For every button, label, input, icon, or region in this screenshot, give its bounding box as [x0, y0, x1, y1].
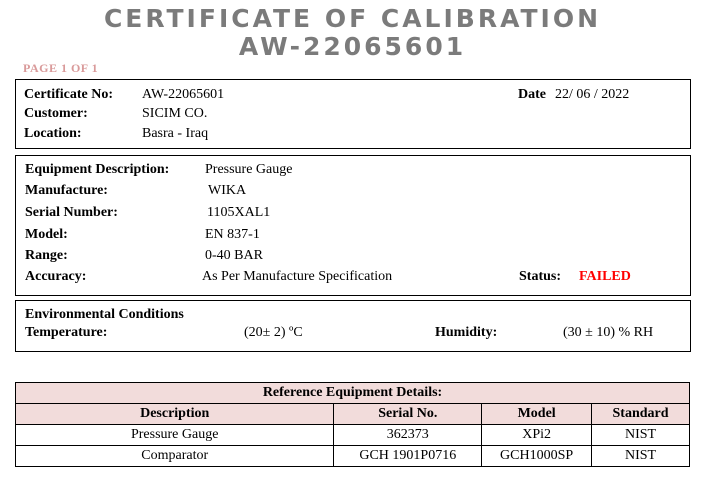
table-cell: NIST: [592, 446, 690, 467]
range-label: Range:: [25, 248, 68, 263]
cert-no-value: AW-22065601: [142, 87, 225, 102]
table-cell: Comparator: [16, 446, 334, 467]
certificate-title: CERTIFICATE OF CALIBRATION: [103, 4, 602, 33]
page-indicator: PAGE 1 OF 1: [23, 61, 99, 75]
manufacture-label: Manufacture:: [25, 183, 108, 198]
certificate-number-title: AW-22065601: [238, 32, 467, 61]
status-badge: FAILED: [579, 269, 631, 284]
equipment-description-label: Equipment Description:: [25, 162, 170, 177]
status-label: Status:: [519, 269, 562, 284]
environment-heading: Environmental Conditions: [25, 307, 184, 322]
manufacture-value: WIKA: [208, 183, 247, 198]
temperature-label: Temperature:: [25, 325, 108, 340]
serial-number-value: 1105XAL1: [207, 205, 271, 220]
table-cell: Pressure Gauge: [16, 425, 334, 446]
model-label: Model:: [25, 227, 68, 242]
table-header-row: [16, 404, 690, 425]
range-value: 0-40 BAR: [205, 248, 263, 263]
reference-equipment-table: [15, 382, 690, 467]
environment-box: [15, 300, 691, 352]
date-label: Date: [518, 87, 546, 102]
column-header-serial: Serial No.: [334, 404, 482, 425]
humidity-value: (30 ± 10) % RH: [563, 325, 654, 340]
equipment-description-value: Pressure Gauge: [205, 162, 293, 177]
cert-no-label: Certificate No:: [24, 87, 114, 102]
customer-value: SICIM CO.: [142, 106, 208, 121]
table-row: [16, 446, 690, 467]
table-row: [16, 425, 690, 446]
table-cell: NIST: [592, 425, 690, 446]
column-header-model: Model: [482, 404, 592, 425]
accuracy-label: Accuracy:: [25, 269, 87, 284]
humidity-label: Humidity:: [435, 325, 498, 340]
temperature-value: (20± 2) ºC: [244, 325, 303, 340]
table-title-row: [16, 383, 690, 404]
location-value: Basra - Iraq: [142, 126, 209, 141]
equipment-info-box: [15, 155, 691, 296]
location-label: Location:: [24, 126, 82, 141]
customer-label: Customer:: [24, 106, 88, 121]
column-header-description: Description: [16, 404, 334, 425]
table-cell: XPi2: [482, 425, 592, 446]
serial-number-label: Serial Number:: [25, 205, 118, 220]
certificate-info-box: [15, 79, 691, 149]
table-cell: 362373: [334, 425, 482, 446]
column-header-standard: Standard: [592, 404, 690, 425]
reference-table-title: Reference Equipment Details:: [16, 383, 690, 404]
accuracy-value: As Per Manufacture Specification: [202, 269, 393, 284]
table-cell: GCH 1901P0716: [334, 446, 482, 467]
table-cell: GCH1000SP: [482, 446, 592, 467]
model-value: EN 837-1: [205, 227, 260, 242]
date-value: 22/ 06 / 2022: [555, 87, 630, 102]
